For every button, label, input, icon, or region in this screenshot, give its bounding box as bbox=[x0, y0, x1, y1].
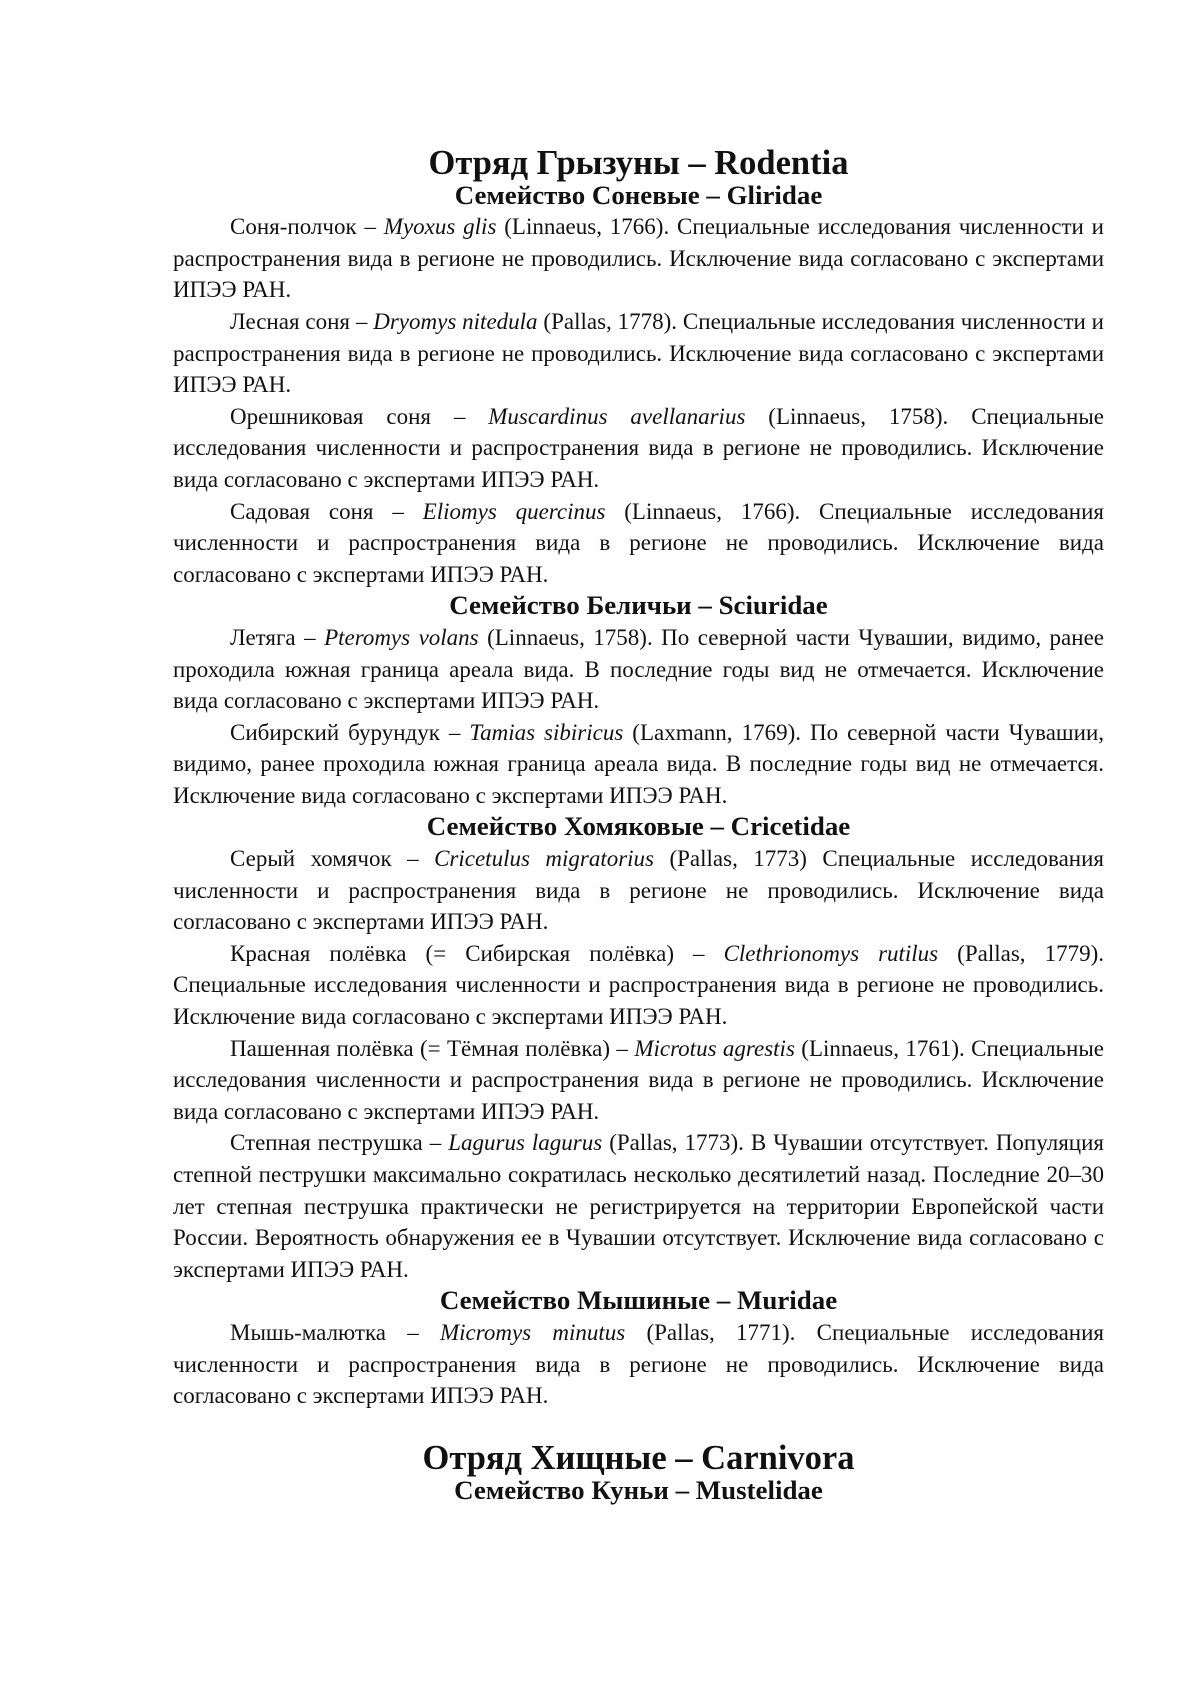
heading-order-rodentia: Отряд Грызуны – Rodentia bbox=[428, 144, 849, 182]
species-description: (Laxmann, 1769). По северной части Чувашии, видимо, ранее проходила южная граница ареала вида. В последние годы вид не отмечается. Исключение вида согласовано с экспертами ИПЭЭ РАН. bbox=[173, 719, 1104, 808]
species-common-name: Сибирский бурундук – bbox=[230, 719, 470, 745]
species-common-name: Орешниковая соня – bbox=[230, 403, 489, 429]
species-entry bbox=[173, 401, 1104, 496]
species-common-name: Пашенная полёвка (= Тёмная полёвка) – bbox=[230, 1035, 635, 1061]
heading-family-mustelidae: Семейство Куньи – Mustelidae bbox=[454, 1474, 823, 1505]
species-common-name: Садовая соня – bbox=[230, 498, 423, 524]
heading-family-muridae: Семейство Мышиные – Muridae bbox=[439, 1285, 838, 1316]
species-description: (Pallas, 1773). В Чувашии отсутствует. Популяция степной пеструшки максимально сократилась несколько десятилетий назад. Последние 20–30 лет степная пеструшка практически не регистрируется на территории Европейской части России. Вероятность обнаружения ее в Чувашии отсутствует. Исключение вида согласовано с экспертами ИПЭЭ РАН. bbox=[173, 1130, 1104, 1282]
species-description: (Linnaeus, 1758). Специальные исследования численности и распространения вида в регионе не проводились. Исключение вида согласовано с экспертами ИПЭЭ РАН. bbox=[173, 403, 1105, 492]
species-description: (Linnaeus, 1761). Специальные исследования численности и распространения вида в регионе не проводились. Исключение вида согласовано с экспертами ИПЭЭ РАН. bbox=[173, 1035, 1105, 1124]
species-description: (Linnaeus, 1758). По северной части Чувашии, видимо, ранее проходила южная граница ареала вида. В последние годы вид не отмечается. Исключение вида согласовано с экспертами ИПЭЭ РАН. bbox=[173, 624, 1104, 714]
species-entry bbox=[173, 496, 1104, 591]
species-entry bbox=[173, 306, 1104, 401]
species-description: (Pallas, 1773) Специальные исследования численности и распространения вида в регионе не проводились. Исключение вида согласовано с экспертами ИПЭЭ РАН. bbox=[173, 846, 1105, 935]
species-description: (Linnaeus, 1766). Специальные исследования численности и распространения вида в регионе не проводились. Исключение вида согласовано с экспертами ИПЭЭ РАН. bbox=[173, 498, 1104, 587]
species-common-name: Летяга – bbox=[230, 624, 325, 650]
species-latin-name: Dryomys nitedula bbox=[373, 308, 538, 334]
species-description: (Pallas, 1779). Специальные исследования численности и распространения вида в регионе не проводились. Исключение вида согласовано с экспертами ИПЭЭ РАН. bbox=[173, 940, 1104, 1030]
species-latin-name: Lagurus lagurus bbox=[448, 1130, 603, 1156]
heading-order-carnivora: Отряд Хищные – Carnivora bbox=[422, 1439, 855, 1478]
species-entry bbox=[173, 843, 1104, 938]
species-common-name: Серый хомячок – bbox=[230, 846, 435, 872]
species-description: (Linnaeus, 1766). Специальные исследования численности и распространения вида в регионе не проводились. Исключение вида согласовано с экспертами ИПЭЭ РАН. bbox=[173, 214, 1104, 303]
species-entry bbox=[173, 1127, 1104, 1285]
species-latin-name: Pteromys volans bbox=[324, 624, 479, 650]
species-latin-name: Microtus agrestis bbox=[634, 1035, 795, 1061]
species-common-name: Лесная соня – bbox=[230, 308, 374, 334]
species-latin-name: Micromys minutus bbox=[440, 1319, 626, 1345]
species-common-name: Соня-полчок – bbox=[230, 214, 384, 240]
species-entry bbox=[173, 938, 1104, 1033]
heading-family-sciuridae: Семейство Беличьи – Sciuridae bbox=[449, 590, 828, 621]
species-entry bbox=[173, 211, 1104, 306]
heading-family-gliridae: Семейство Соневые – Gliridae bbox=[454, 179, 823, 210]
species-latin-name: Cricetulus migratorius bbox=[434, 846, 655, 872]
species-latin-name: Clethrionomys rutilus bbox=[723, 940, 939, 966]
species-common-name: Степная пеструшка – bbox=[230, 1130, 449, 1156]
species-common-name: Мышь-малютка – bbox=[230, 1319, 440, 1345]
species-description: (Pallas, 1771). Специальные исследования численности и распространения вида в регионе не проводились. Исключение вида согласовано с экспертами ИПЭЭ РАН. bbox=[173, 1319, 1105, 1409]
species-entry bbox=[173, 1033, 1104, 1128]
species-entry bbox=[173, 717, 1104, 812]
heading-family-cricetidae: Семейство Хомяковые – Cricetidae bbox=[426, 811, 851, 842]
species-description: (Pallas, 1778). Специальные исследования численности и распространения вида в регионе не проводились. Исключение вида согласовано с экспертами ИПЭЭ РАН. bbox=[173, 308, 1104, 398]
species-latin-name: Tamias sibiricus bbox=[469, 719, 624, 745]
species-latin-name: Eliomys quercinus bbox=[422, 498, 606, 524]
species-latin-name: Muscardinus avellanarius bbox=[488, 403, 746, 429]
species-entry bbox=[173, 1317, 1104, 1412]
species-entry bbox=[173, 622, 1104, 717]
species-common-name: Красная полёвка (= Сибирская полёвка) – bbox=[230, 940, 724, 966]
species-latin-name: Myoxus glis bbox=[383, 214, 497, 240]
